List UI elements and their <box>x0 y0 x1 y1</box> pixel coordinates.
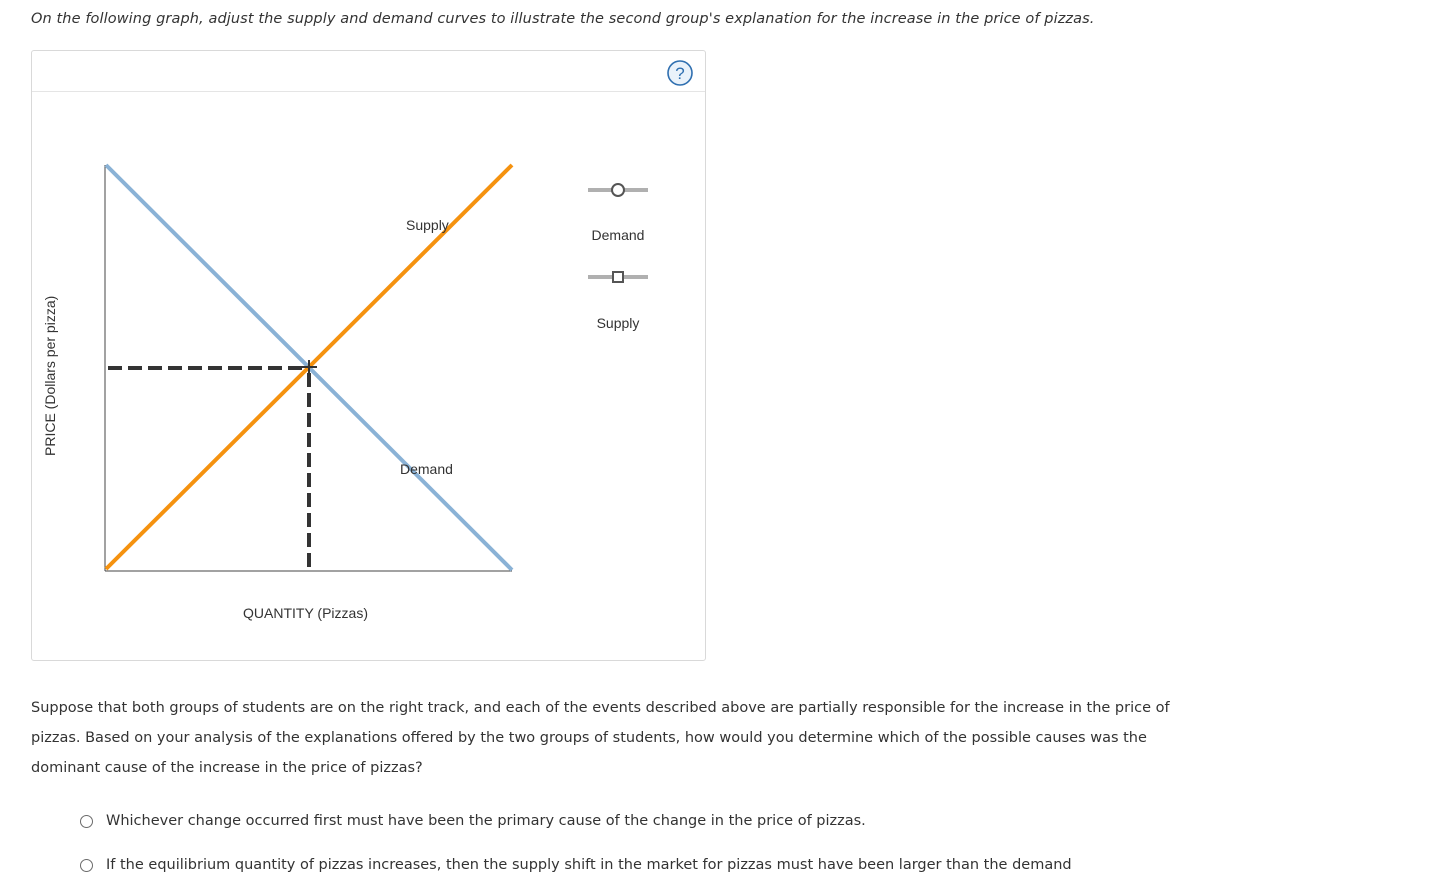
supply-tool-label: Supply <box>596 315 640 331</box>
supply-demand-graph[interactable] <box>32 51 707 662</box>
x-axis-label: QUANTITY (Pizzas) <box>243 605 368 621</box>
graph-panel <box>31 50 706 661</box>
demand-tool[interactable] <box>588 184 648 243</box>
option-label: Whichever change occurred first must have been the primary cause of the change in the price of pizzas. <box>106 813 866 829</box>
answer-option[interactable] <box>80 850 1180 880</box>
radio-button[interactable] <box>80 815 93 828</box>
question-circle-icon[interactable] <box>666 59 694 87</box>
help-symbol: ? <box>675 64 685 83</box>
radio-button[interactable] <box>80 859 93 872</box>
y-axis-label: PRICE (Dollars per pizza) <box>42 295 58 456</box>
supply-curve-label: Supply <box>406 217 449 233</box>
option-label: If the equilibrium quantity of pizzas increases, then the supply shift in the market for pizzas must have been larger than the demand <box>106 857 1072 873</box>
circle-handle-icon <box>612 184 624 196</box>
question-text: Suppose that both groups of students are on the right track, and each of the events described above are partially responsible for the increase in the price of pizzas. Based on your analysis of the explanations offered by the two groups of students, how would you determine which of the possible causes was the dominant cause of the increase in the price of pizzas? <box>31 700 1170 776</box>
square-handle-icon <box>613 272 623 282</box>
answer-option[interactable] <box>80 806 1180 836</box>
demand-curve-label: Demand <box>400 461 453 477</box>
demand-tool-label: Demand <box>591 227 645 243</box>
instruction-text: On the following graph, adjust the supply and demand curves to illustrate the second group's explanation for the increase in the price of pizzas. <box>31 11 1095 27</box>
supply-tool[interactable] <box>588 272 648 331</box>
